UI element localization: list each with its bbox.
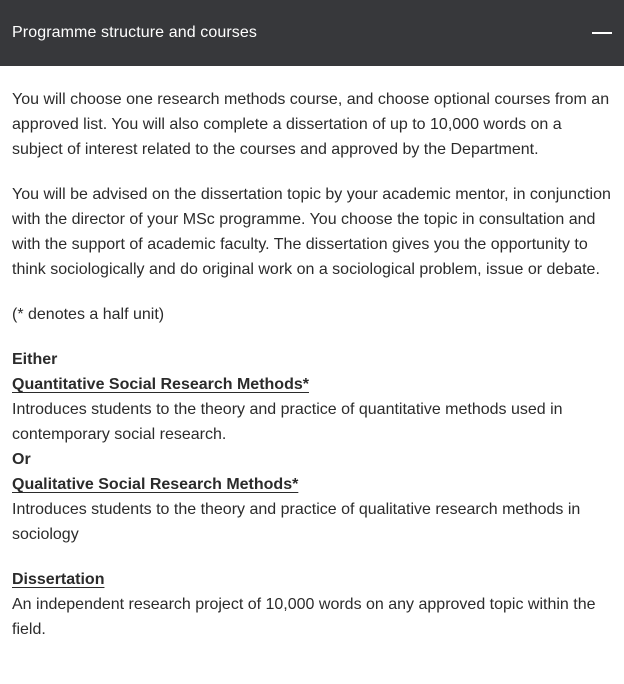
intro-paragraph-2: You will be advised on the dissertation topic by your academic mentor, in conjunction with the director of your MSc programme. You choose the topic in consultation and with the support of academic faculty. The dissertation gives you the opportunity to think sociologically and do original work on a sociological problem, issue or debate. [12,186,611,278]
course-link-quantitative[interactable]: Quantitative Social Research Methods* [12,376,309,393]
course-link-qualitative[interactable]: Qualitative Social Research Methods* [12,476,299,493]
intro-paragraph-1: You will choose one research methods course, and choose optional courses from an approved list. You will also complete a dissertation of up to 10,000 words on a subject of interest related to the courses and approved by the Department. [12,91,610,158]
either-label: Either [12,351,58,368]
course-link-dissertation[interactable]: Dissertation [12,571,105,588]
course-description-qualitative: Introduces students to the theory and practice of qualitative research methods in sociology [12,501,581,543]
accordion-content [0,66,624,642]
course-description-quantitative: Introduces students to the theory and practice of quantitative methods used in contemporary social research. [12,401,563,443]
minus-icon[interactable] [592,23,612,43]
accordion-header[interactable] [0,0,624,66]
half-unit-note: (* denotes a half unit) [12,306,165,323]
course-description-dissertation: An independent research project of 10,000 words on any approved topic within the field. [12,596,596,638]
accordion-title: Programme structure and courses [12,24,257,41]
or-label: Or [12,451,31,468]
